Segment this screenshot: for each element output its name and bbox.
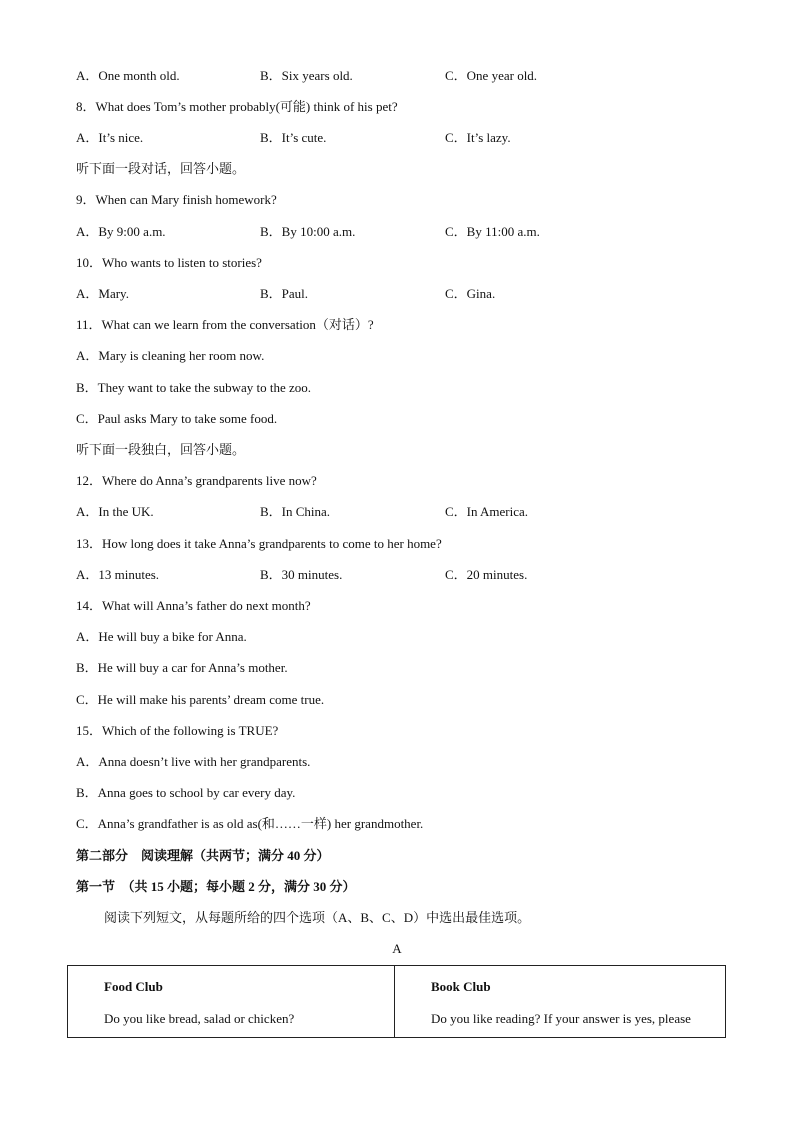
part2-heading: 第二部分 阅读理解（共两节；满分 40 分）: [76, 848, 330, 863]
q11-option-b: B．They want to take the subway to the zoo.: [76, 380, 312, 395]
q13-option-b: B．30 minutes.: [260, 567, 343, 582]
q11-option-a: A．Mary is cleaning her room now.: [76, 348, 265, 363]
q10-option-a: A．Mary.: [76, 286, 129, 301]
instruction-dialogue: 听下面一段对话，回答小题。: [76, 161, 246, 176]
q14-stem: 14．What will Anna’s father do next month?: [76, 598, 311, 613]
passage-label: A: [392, 941, 402, 956]
q8-option-c: C．It’s lazy.: [445, 130, 511, 145]
q12-stem: 12．Where do Anna’s grandparents live now?: [76, 473, 317, 488]
q9-option-b: B．By 10:00 a.m.: [260, 224, 356, 239]
q13-option-a: A．13 minutes.: [76, 567, 160, 582]
q10-option-c: C．Gina.: [445, 286, 496, 301]
book-club-cell: [395, 966, 726, 1038]
q8-option-a: A．It’s nice.: [76, 130, 144, 145]
q9-option-c: C．By 11:00 a.m.: [445, 224, 540, 239]
q14-option-b: B．He will buy a car for Anna’s mother.: [76, 660, 288, 675]
book-club-text: Do you like reading? If your answer is yes, please: [431, 1011, 691, 1026]
section1-heading: 第一节 （共 15 小题；每小题 2 分，满分 30 分）: [76, 879, 356, 894]
q11-option-c: C．Paul asks Mary to take some food.: [76, 411, 278, 426]
q15-option-a: A．Anna doesn’t live with her grandparents.: [76, 754, 311, 769]
q15-stem: 15．Which of the following is TRUE?: [76, 723, 279, 738]
q8-stem: 8．What does Tom’s mother probably(可能) think of his pet?: [76, 99, 398, 114]
reading-instruction: 阅读下列短文，从每题所给的四个选项（A、B、C、D）中选出最佳选项。: [104, 910, 531, 925]
book-club-title: Book Club: [431, 979, 491, 994]
q10-option-b: B．Paul.: [260, 286, 309, 301]
q15-option-b: B．Anna goes to school by car every day.: [76, 785, 296, 800]
q7-option-a: A．One month old.: [76, 68, 180, 83]
q15-option-c: C．Anna’s grandfather is as old as(和……一样) her grandmother.: [76, 816, 424, 831]
q9-option-a: A．By 9:00 a.m.: [76, 224, 166, 239]
q10-stem: 10．Who wants to listen to stories?: [76, 255, 262, 270]
q12-option-b: B．In China.: [260, 504, 331, 519]
q12-option-a: A．In the UK.: [76, 504, 154, 519]
q7-option-b: B．Six years old.: [260, 68, 353, 83]
food-club-cell: [68, 966, 395, 1038]
q13-stem: 13．How long does it take Anna’s grandparents to come to her home?: [76, 536, 442, 551]
food-club-text: Do you like bread, salad or chicken?: [104, 1011, 295, 1026]
q9-stem: 9．When can Mary finish homework?: [76, 192, 277, 207]
q7-option-c: C．One year old.: [445, 68, 538, 83]
q12-option-c: C．In America.: [445, 504, 529, 519]
q13-option-c: C．20 minutes.: [445, 567, 528, 582]
clubs-table: [67, 965, 726, 1038]
food-club-title: Food Club: [104, 979, 163, 994]
q14-option-a: A．He will buy a bike for Anna.: [76, 629, 247, 644]
q14-option-c: C．He will make his parents’ dream come true.: [76, 692, 325, 707]
q11-stem: 11．What can we learn from the conversation（对话）?: [76, 317, 374, 332]
instruction-monologue: 听下面一段独白，回答小题。: [76, 442, 246, 457]
q8-option-b: B．It’s cute.: [260, 130, 327, 145]
